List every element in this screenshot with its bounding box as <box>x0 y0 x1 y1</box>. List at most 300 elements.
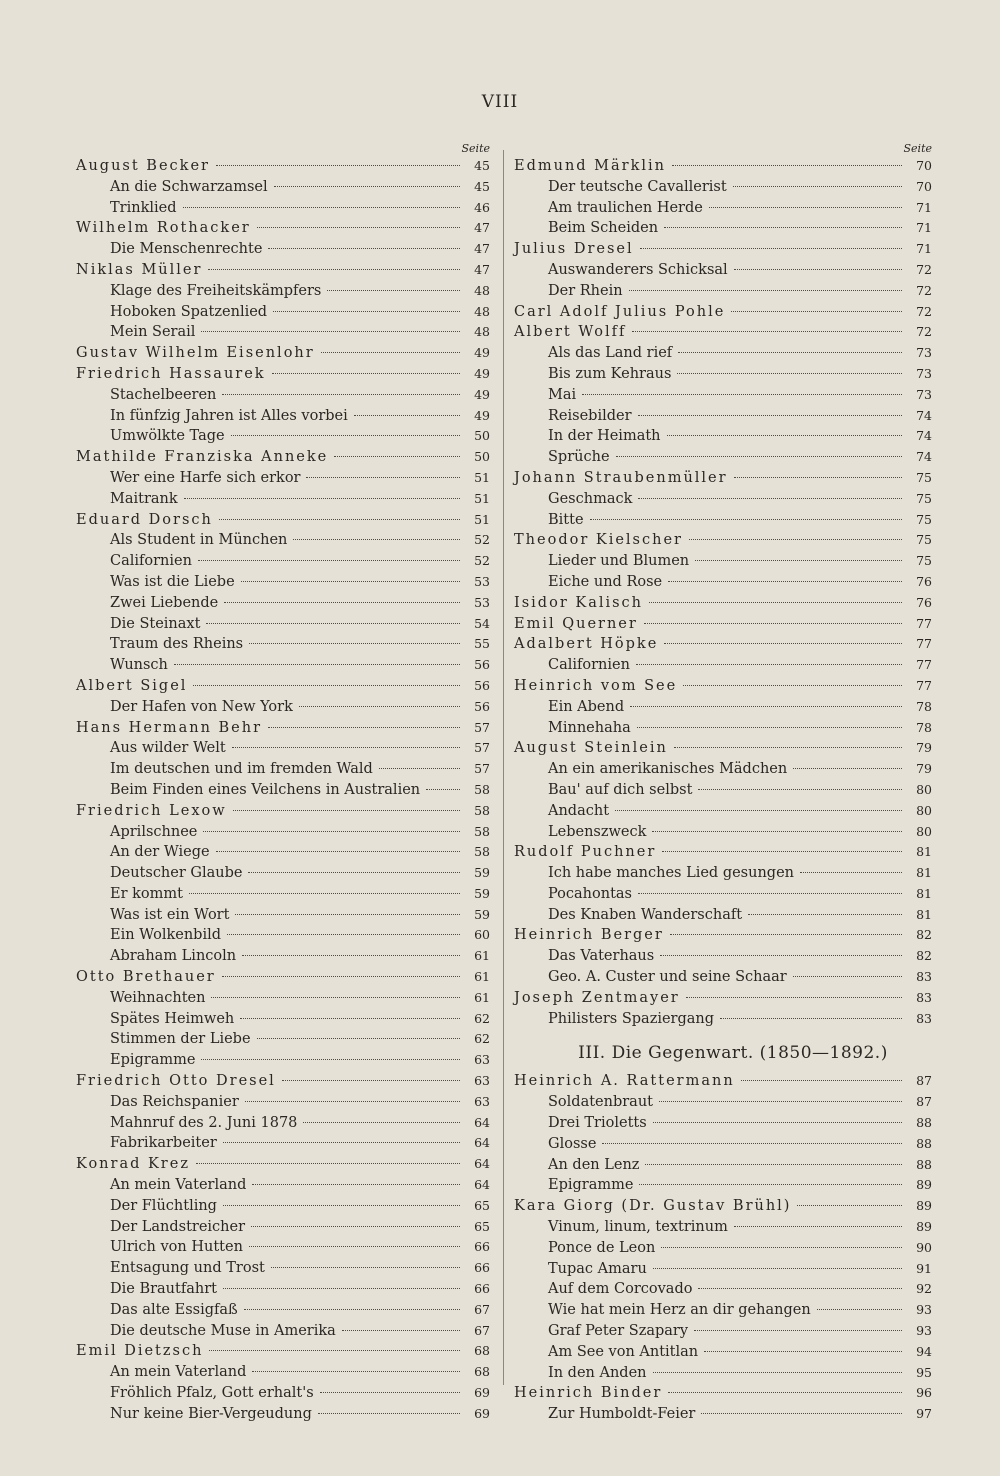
leader-dots <box>698 1288 902 1289</box>
entry-page-number: 59 <box>474 885 490 901</box>
leader-dots <box>674 747 902 748</box>
toc-author-entry <box>76 718 490 739</box>
leader-dots <box>689 539 902 540</box>
leader-dots <box>734 1226 902 1227</box>
entry-title: Friedrich Otto Dresel <box>76 1073 276 1090</box>
entry-page-number: 49 <box>474 386 490 402</box>
entry-title: Zur Humboldt-Feier <box>548 1406 696 1423</box>
leader-dots <box>720 1018 902 1019</box>
leader-dots <box>206 623 460 624</box>
leader-dots <box>800 872 902 873</box>
entry-title: Zwei Liebende <box>110 594 219 611</box>
toc-poem-entry <box>514 1321 932 1342</box>
entry-title: Pocahontas <box>548 885 632 902</box>
entry-page-number: 49 <box>474 365 490 381</box>
leader-dots <box>662 851 902 852</box>
toc-author-entry <box>76 510 490 531</box>
leader-dots <box>733 186 902 187</box>
entry-title: Fröhlich Pfalz, Gott erhalt's <box>110 1385 314 1402</box>
toc-poem-entry <box>76 1217 490 1238</box>
leader-dots <box>321 352 460 353</box>
entry-page-number: 61 <box>474 989 490 1005</box>
entry-page-number: 78 <box>916 698 932 714</box>
entry-title: In der Heimath <box>548 428 661 445</box>
leader-dots <box>233 810 460 811</box>
leader-dots <box>653 1122 902 1123</box>
entry-page-number: 56 <box>474 698 490 714</box>
entry-title: Das Vaterhaus <box>548 948 655 965</box>
leader-dots <box>223 1205 460 1206</box>
leader-dots <box>251 1226 460 1227</box>
leader-dots <box>216 851 460 852</box>
leader-dots <box>649 602 902 603</box>
leader-dots <box>249 643 460 644</box>
toc-poem-entry <box>76 551 490 572</box>
leader-dots <box>318 1413 460 1414</box>
leader-dots <box>252 1184 460 1185</box>
entry-title: An der Wiege <box>110 844 210 861</box>
entry-title: Was ist ein Wort <box>110 906 230 923</box>
entry-title: Emil Querner <box>514 615 638 632</box>
toc-poem-entry <box>76 426 490 447</box>
entry-title: An den Lenz <box>548 1156 640 1173</box>
entry-page-number: 87 <box>916 1073 932 1089</box>
entry-title: Glosse <box>548 1135 597 1152</box>
entry-page-number: 57 <box>474 719 490 735</box>
leader-dots <box>334 456 460 457</box>
leader-dots <box>241 581 460 582</box>
toc-left-list <box>76 156 490 1425</box>
leader-dots <box>709 207 902 208</box>
toc-poem-entry <box>76 530 490 551</box>
entry-page-number: 75 <box>916 469 932 485</box>
entry-title: Graf Peter Szapary <box>548 1323 689 1340</box>
toc-author-entry <box>76 967 490 988</box>
entry-title: Stachelbeeren <box>110 386 217 403</box>
entry-page-number: 74 <box>916 407 932 423</box>
leader-dots <box>242 955 460 956</box>
entry-page-number: 75 <box>916 532 932 548</box>
entry-page-number: 64 <box>474 1177 490 1193</box>
leader-dots <box>223 1288 460 1289</box>
leader-dots <box>695 560 902 561</box>
entry-page-number: 76 <box>916 594 932 610</box>
leader-dots <box>249 1246 460 1247</box>
leader-dots <box>678 352 902 353</box>
leader-dots <box>189 893 460 894</box>
toc-poem-entry <box>514 364 932 385</box>
leader-dots <box>184 498 460 499</box>
leader-dots <box>629 290 902 291</box>
entry-page-number: 57 <box>474 761 490 777</box>
leader-dots <box>638 893 902 894</box>
entry-page-number: 63 <box>474 1052 490 1068</box>
toc-poem-entry <box>76 385 490 406</box>
toc-poem-entry <box>514 572 932 593</box>
entry-page-number: 87 <box>916 1094 932 1110</box>
leader-dots <box>257 1038 460 1039</box>
leader-dots <box>193 685 460 686</box>
entry-title: Heinrich vom See <box>514 677 678 694</box>
entry-title: Aprilschnee <box>110 823 198 840</box>
entry-title: Tupac Amaru <box>548 1260 647 1277</box>
leader-dots <box>639 1184 902 1185</box>
entry-title: Er kommt <box>110 885 183 902</box>
toc-poem-entry <box>76 281 490 302</box>
entry-title: Ein Wolkenbild <box>110 927 222 944</box>
entry-page-number: 91 <box>916 1260 932 1276</box>
leader-dots <box>231 435 460 436</box>
toc-author-entry <box>514 988 932 1009</box>
leader-dots <box>379 768 460 769</box>
entry-page-number: 74 <box>916 428 932 444</box>
entry-page-number: 66 <box>474 1281 490 1297</box>
toc-author-entry <box>514 468 932 489</box>
toc-author-entry <box>76 1341 490 1362</box>
entry-page-number: 47 <box>474 241 490 257</box>
toc-poem-entry <box>514 1259 932 1280</box>
leader-dots <box>683 685 902 686</box>
entry-page-number: 88 <box>916 1135 932 1151</box>
entry-page-number: 71 <box>916 241 932 257</box>
leader-dots <box>616 456 902 457</box>
entry-title: Was ist die Liebe <box>110 573 235 590</box>
entry-page-number: 66 <box>474 1239 490 1255</box>
toc-author-entry <box>76 801 490 822</box>
entry-page-number: 60 <box>474 927 490 943</box>
toc-poem-entry <box>76 489 490 510</box>
toc-author-entry <box>514 1071 932 1092</box>
entry-page-number: 61 <box>474 969 490 985</box>
toc-poem-entry <box>76 863 490 884</box>
entry-page-number: 71 <box>916 199 932 215</box>
toc-poem-entry <box>514 343 932 364</box>
entry-page-number: 59 <box>474 906 490 922</box>
toc-poem-entry <box>76 1404 490 1425</box>
entry-title: Die Menschenrechte <box>110 241 263 258</box>
leader-dots <box>638 498 902 499</box>
toc-author-entry <box>514 1196 932 1217</box>
entry-title: Stimmen der Liebe <box>110 1031 251 1048</box>
leader-dots <box>664 227 902 228</box>
entry-page-number: 79 <box>916 740 932 756</box>
toc-poem-entry <box>514 426 932 447</box>
leader-dots <box>670 934 902 935</box>
entry-page-number: 73 <box>916 345 932 361</box>
entry-title: Wilhelm Rothacker <box>76 220 251 237</box>
entry-page-number: 77 <box>916 677 932 693</box>
entry-title: Hans Hermann Behr <box>76 719 263 736</box>
toc-poem-entry <box>514 177 932 198</box>
entry-title: Theodor Kielscher <box>514 532 683 549</box>
leader-dots <box>198 560 460 561</box>
leader-dots <box>244 1309 460 1310</box>
toc-author-entry <box>514 593 932 614</box>
toc-author-entry <box>514 676 932 697</box>
entry-page-number: 63 <box>474 1073 490 1089</box>
entry-page-number: 78 <box>916 719 932 735</box>
entry-page-number: 53 <box>474 594 490 610</box>
leader-dots <box>704 1351 902 1352</box>
entry-title: Der Flüchtling <box>110 1197 217 1214</box>
toc-author-entry <box>76 260 490 281</box>
entry-title: Californien <box>110 553 192 570</box>
toc-poem-entry <box>514 1217 932 1238</box>
toc-poem-entry <box>514 967 932 988</box>
entry-title: Edmund Märklin <box>514 158 667 174</box>
toc-poem-entry <box>76 239 490 260</box>
toc-poem-entry <box>514 655 932 676</box>
entry-title: Sprüche <box>548 449 610 466</box>
toc-poem-entry <box>76 1196 490 1217</box>
toc-poem-entry <box>514 1175 932 1196</box>
entry-title: Reisebilder <box>548 407 632 424</box>
entry-title: Maitrank <box>110 490 178 507</box>
leader-dots <box>637 727 902 728</box>
entry-title: Deutscher Glaube <box>110 865 243 882</box>
leader-dots <box>677 373 902 374</box>
toc-poem-entry <box>76 905 490 926</box>
entry-page-number: 65 <box>474 1197 490 1213</box>
toc-author-entry <box>76 1154 490 1175</box>
toc-poem-entry <box>514 198 932 219</box>
leader-dots <box>748 914 902 915</box>
leader-dots <box>734 477 902 478</box>
toc-poem-entry <box>514 489 932 510</box>
entry-title: Der Landstreicher <box>110 1218 246 1235</box>
seite-label-right: Seite <box>903 142 932 155</box>
entry-title: An mein Vaterland <box>110 1177 247 1194</box>
entry-page-number: 57 <box>474 740 490 756</box>
leader-dots <box>686 997 902 998</box>
entry-page-number: 56 <box>474 677 490 693</box>
entry-page-number: 52 <box>474 553 490 569</box>
entry-page-number: 76 <box>916 573 932 589</box>
toc-poem-entry <box>76 302 490 323</box>
seite-label-left: Seite <box>461 142 490 155</box>
toc-poem-entry <box>76 738 490 759</box>
entry-page-number: 66 <box>474 1260 490 1276</box>
toc-poem-entry <box>76 759 490 780</box>
entry-title: An ein amerikanisches Mädchen <box>548 761 788 778</box>
entry-page-number: 93 <box>916 1323 932 1339</box>
entry-title: An die Schwarzamsel <box>110 178 268 195</box>
toc-poem-entry <box>514 1134 932 1155</box>
entry-page-number: 45 <box>474 178 490 194</box>
entry-title: Albert Sigel <box>76 677 188 694</box>
leader-dots <box>731 311 902 312</box>
entry-title: Hoboken Spatzenlied <box>110 303 268 320</box>
toc-right-list-bottom <box>514 1071 932 1425</box>
leader-dots <box>223 1142 460 1143</box>
entry-title: Gustav Wilhelm Eisenlohr <box>76 345 315 362</box>
toc-right-list-top <box>514 156 932 1029</box>
entry-page-number: 90 <box>916 1239 932 1255</box>
toc-poem-entry <box>514 551 932 572</box>
entry-title: Der teutsche Cavallerist <box>548 178 727 195</box>
entry-page-number: 82 <box>916 948 932 964</box>
entry-page-number: 72 <box>916 261 932 277</box>
entry-title: Philisters Spaziergang <box>548 1010 715 1027</box>
toc-author-entry <box>514 302 932 323</box>
entry-title: Ulrich von Hutten <box>110 1239 243 1256</box>
entry-page-number: 77 <box>916 657 932 673</box>
entry-page-number: 50 <box>474 449 490 465</box>
toc-poem-entry <box>514 801 932 822</box>
leader-dots <box>211 997 460 998</box>
entry-title: Emil Dietzsch <box>76 1343 204 1360</box>
toc-poem-entry <box>76 946 490 967</box>
toc-poem-entry <box>76 572 490 593</box>
leader-dots <box>615 810 902 811</box>
toc-poem-entry <box>514 406 932 427</box>
leader-dots <box>240 1018 460 1019</box>
leader-dots <box>664 643 902 644</box>
entry-page-number: 82 <box>916 927 932 943</box>
entry-title: Aus wilder Welt <box>110 740 226 757</box>
entry-page-number: 45 <box>474 158 490 173</box>
entry-page-number: 81 <box>916 885 932 901</box>
entry-page-number: 95 <box>916 1364 932 1380</box>
entry-title: Adalbert Höpke <box>514 636 659 653</box>
leader-dots <box>232 747 460 748</box>
toc-poem-entry <box>76 1113 490 1134</box>
entry-page-number: 93 <box>916 1302 932 1318</box>
toc-poem-entry <box>76 1362 490 1383</box>
entry-title: Epigramme <box>110 1052 196 1069</box>
entry-page-number: 68 <box>474 1364 490 1380</box>
toc-poem-entry <box>76 1383 490 1404</box>
leader-dots <box>630 706 902 707</box>
toc-author-entry <box>514 156 932 177</box>
toc-poem-entry <box>76 1029 490 1050</box>
toc-poem-entry <box>514 697 932 718</box>
toc-poem-entry <box>514 905 932 926</box>
leader-dots <box>273 311 460 312</box>
toc-poem-entry <box>76 655 490 676</box>
leader-dots <box>632 331 902 332</box>
toc-poem-entry <box>76 468 490 489</box>
leader-dots <box>793 768 902 769</box>
leader-dots <box>320 1392 460 1393</box>
entry-page-number: 80 <box>916 802 932 818</box>
entry-title: Californien <box>548 657 630 674</box>
toc-poem-entry <box>76 884 490 905</box>
entry-page-number: 64 <box>474 1156 490 1172</box>
toc-author-entry <box>76 156 490 177</box>
entry-title: Weihnachten <box>110 989 206 1006</box>
entry-page-number: 74 <box>916 449 932 465</box>
entry-page-number: 81 <box>916 844 932 860</box>
entry-title: Klage des Freiheitskämpfers <box>110 282 322 299</box>
entry-title: Kara Giorg (Dr. Gustav Brühl) <box>514 1198 792 1215</box>
leader-dots <box>741 1080 902 1081</box>
entry-title: Das Reichspanier <box>110 1093 239 1110</box>
entry-title: Friedrich Lexow <box>76 802 227 819</box>
leader-dots <box>268 727 460 728</box>
toc-author-entry <box>514 925 932 946</box>
toc-poem-entry <box>76 1050 490 1071</box>
entry-title: Andacht <box>548 802 610 819</box>
entry-page-number: 75 <box>916 553 932 569</box>
leader-dots <box>734 269 902 270</box>
leader-dots <box>582 394 902 395</box>
leader-dots <box>196 1163 460 1164</box>
entry-title: Heinrich Berger <box>514 927 664 944</box>
leader-dots <box>653 1372 903 1373</box>
entry-page-number: 49 <box>474 345 490 361</box>
toc-poem-entry <box>76 988 490 1009</box>
entry-title: Fabrikarbeiter <box>110 1135 217 1152</box>
toc-poem-entry <box>76 1237 490 1258</box>
entry-title: Entsagung und Trost <box>110 1260 265 1277</box>
entry-title: Der Hafen von New York <box>110 698 293 715</box>
entry-title: An mein Vaterland <box>110 1364 247 1381</box>
entry-page-number: 67 <box>474 1322 490 1338</box>
entry-title: Umwölkte Tage <box>110 428 225 445</box>
entry-page-number: 51 <box>474 490 490 506</box>
entry-page-number: 47 <box>474 261 490 277</box>
entry-title: Trinklied <box>110 199 177 216</box>
leader-dots <box>216 165 460 166</box>
leader-dots <box>653 1268 902 1269</box>
entry-page-number: 58 <box>474 823 490 839</box>
entry-title: Geschmack <box>548 490 633 507</box>
entry-page-number: 81 <box>916 906 932 922</box>
leader-dots <box>201 331 460 332</box>
leader-dots <box>271 1267 460 1268</box>
entry-title: Julius Dresel <box>514 241 634 258</box>
leader-dots <box>672 165 902 166</box>
toc-poem-entry <box>514 1092 932 1113</box>
entry-page-number: 63 <box>474 1093 490 1109</box>
toc-poem-entry <box>514 1300 932 1321</box>
leader-dots <box>299 706 460 707</box>
leader-dots <box>797 1205 902 1206</box>
toc-poem-entry <box>76 177 490 198</box>
entry-title: Beim Finden eines Veilchens in Australien <box>110 781 421 798</box>
entry-page-number: 58 <box>474 802 490 818</box>
entry-title: In fünfzig Jahren ist Alles vorbei <box>110 407 348 424</box>
entry-page-number: 83 <box>916 1010 932 1026</box>
toc-poem-entry <box>514 447 932 468</box>
leader-dots <box>640 248 902 249</box>
entry-title: Eiche und Rose <box>548 573 663 590</box>
entry-title: Die deutsche Muse in Amerika <box>110 1322 336 1339</box>
leader-dots <box>183 207 460 208</box>
toc-poem-entry <box>514 1404 932 1425</box>
entry-page-number: 67 <box>474 1301 490 1317</box>
entry-title: Joseph Zentmayer <box>514 989 680 1006</box>
leader-dots <box>282 1080 460 1081</box>
entry-page-number: 73 <box>916 386 932 402</box>
toc-author-entry <box>514 322 932 343</box>
column-divider <box>503 150 504 1385</box>
toc-poem-entry <box>76 1300 490 1321</box>
entry-title: Drei Trioletts <box>548 1115 647 1132</box>
entry-title: Otto Brethauer <box>76 969 216 986</box>
entry-title: Lebenszweck <box>548 823 647 840</box>
entry-page-number: 75 <box>916 490 932 506</box>
leader-dots <box>222 976 460 977</box>
toc-poem-entry <box>76 198 490 219</box>
entry-page-number: 89 <box>916 1177 932 1193</box>
entry-title: Beim Scheiden <box>548 220 659 237</box>
entry-title: Die Steinaxt <box>110 615 201 632</box>
toc-poem-entry <box>76 1092 490 1113</box>
leader-dots <box>257 227 460 228</box>
toc-poem-entry <box>76 1175 490 1196</box>
